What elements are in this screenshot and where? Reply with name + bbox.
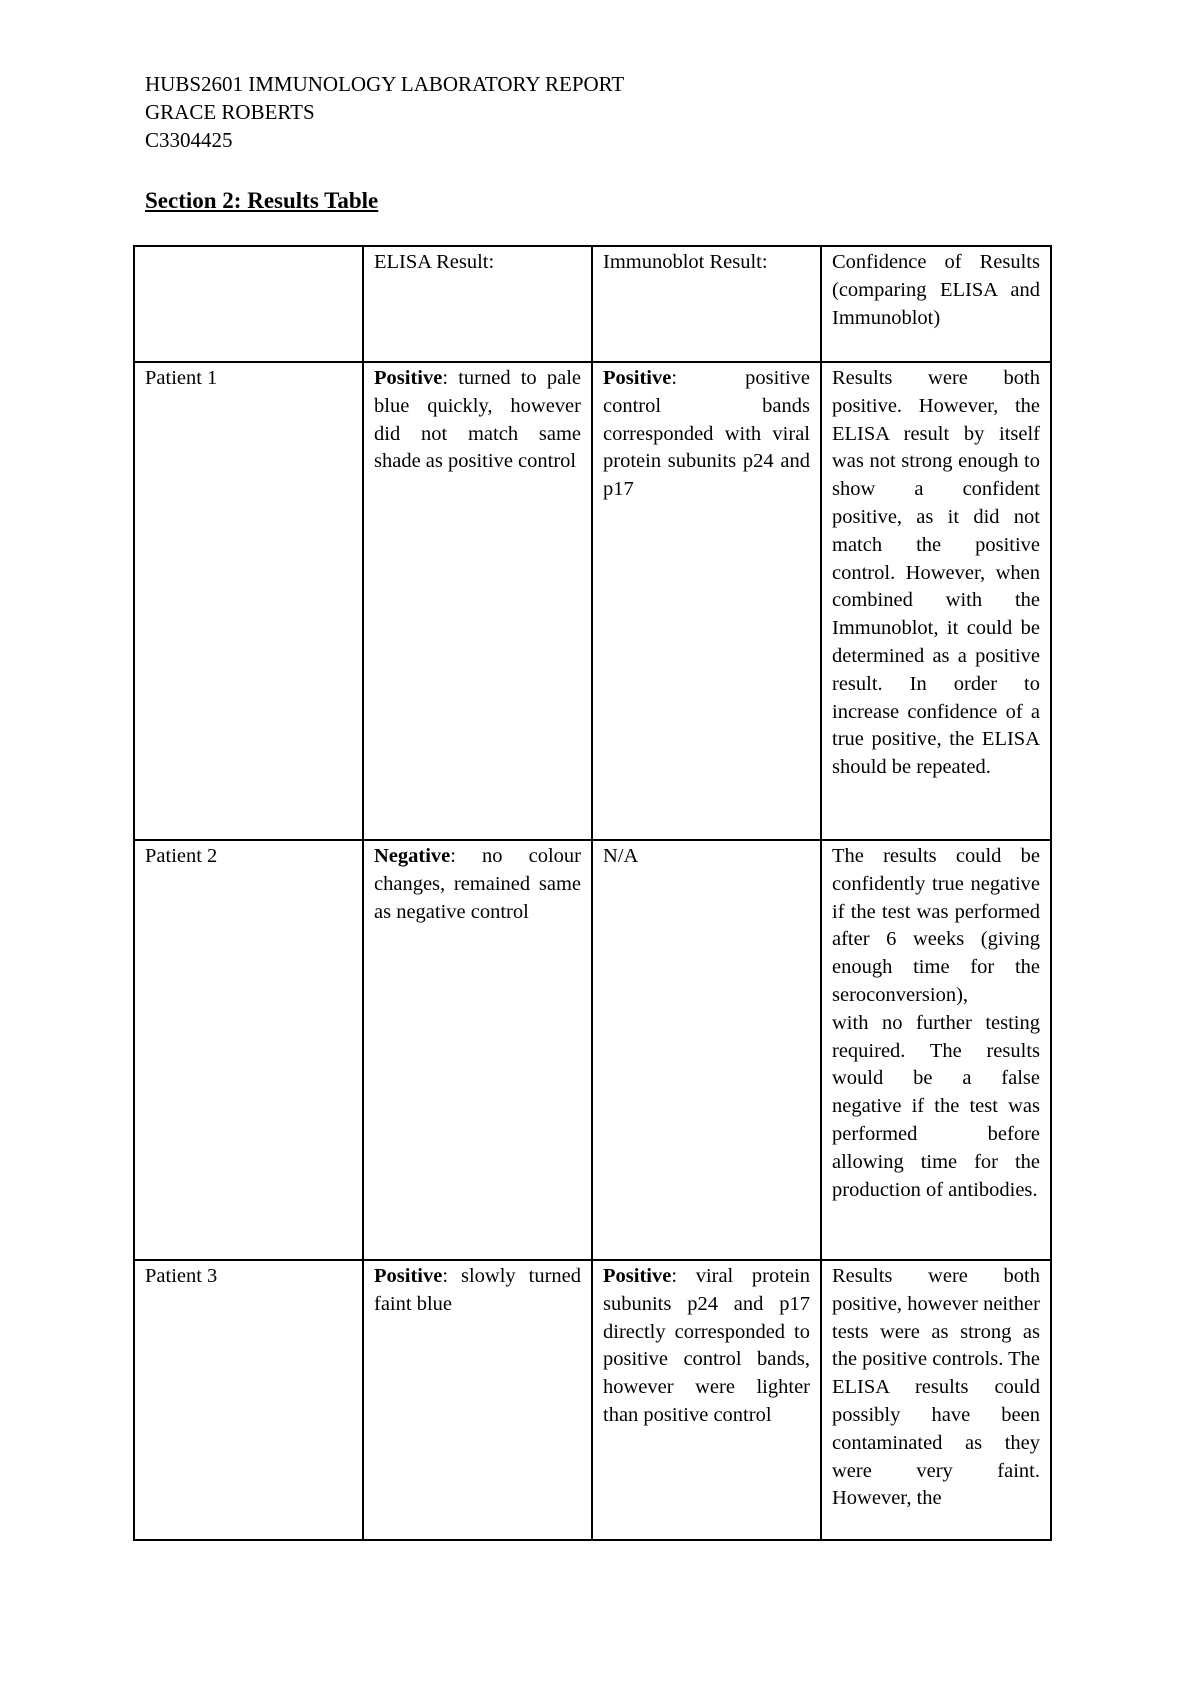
result-label: Positive xyxy=(603,1265,672,1287)
confidence-cell xyxy=(821,840,1051,1260)
result-label: Positive xyxy=(603,367,672,389)
header-cell-elisa: ELISA Result: xyxy=(363,246,592,362)
confidence-paragraph: with no further testing required. The results would be a false negative if the test was performed before allowing time for the production of antibodies. xyxy=(832,1011,1040,1201)
course-title: HUBS2601 IMMUNOLOGY LABORATORY REPORT xyxy=(145,72,625,96)
elisa-cell xyxy=(363,840,592,1260)
immunoblot-cell xyxy=(592,840,821,1260)
patient-cell: Patient 2 xyxy=(134,840,363,1260)
table-row xyxy=(134,1260,1051,1540)
report-header xyxy=(145,70,624,154)
table-row xyxy=(134,362,1051,840)
results-table xyxy=(133,245,1052,1541)
patient-cell: Patient 1 xyxy=(134,362,363,840)
table-header-row xyxy=(134,246,1051,362)
elisa-cell xyxy=(363,1260,592,1540)
header-cell-empty xyxy=(134,246,363,362)
confidence-paragraph: The results could be confidently true negative if the test was performed after 6 weeks (giving enough time for the seroconversion), xyxy=(832,845,1040,1006)
student-id: C3304425 xyxy=(145,128,233,152)
patient-cell: Patient 3 xyxy=(134,1260,363,1540)
result-text: : slowly turned faint blue xyxy=(374,1265,581,1315)
elisa-cell xyxy=(363,362,592,840)
result-text: : positive control bands corresponded with viral protein subunits p24 and p17 xyxy=(603,367,810,501)
result-text: : no colour changes, remained same as negative control xyxy=(374,845,581,923)
result-text: N/A xyxy=(603,845,639,867)
header-cell-immunoblot: Immunoblot Result: xyxy=(592,246,821,362)
immunoblot-cell xyxy=(592,362,821,840)
result-label: Negative xyxy=(374,845,451,867)
section-title: Section 2: Results Table xyxy=(145,188,379,213)
result-text: : turned to pale blue quickly, however did not match same shade as positive control xyxy=(374,367,581,473)
immunoblot-cell xyxy=(592,1260,821,1540)
result-label: Positive xyxy=(374,367,443,389)
author-name: GRACE ROBERTS xyxy=(145,100,315,124)
result-label: Positive xyxy=(374,1265,443,1287)
confidence-cell: Results were both positive, however neither tests were as strong as the positive controls. The ELISA results could possibly have been contaminated as they were very faint. However, the xyxy=(821,1260,1051,1540)
table-row xyxy=(134,840,1051,1260)
confidence-cell: Results were both positive. However, the ELISA result by itself was not strong enough to show a confident positive, as it did not match the positive control. However, when combined with the Immunoblot, it could be determined as a positive result. In order to increase confidence of a true positive, the ELISA should be repeated. xyxy=(821,362,1051,840)
result-text: : viral protein subunits p24 and p17 directly corresponded to positive control bands, however were lighter than positive control xyxy=(603,1265,810,1426)
header-cell-confidence: Confidence of Results (comparing ELISA and Immunoblot) xyxy=(821,246,1051,362)
